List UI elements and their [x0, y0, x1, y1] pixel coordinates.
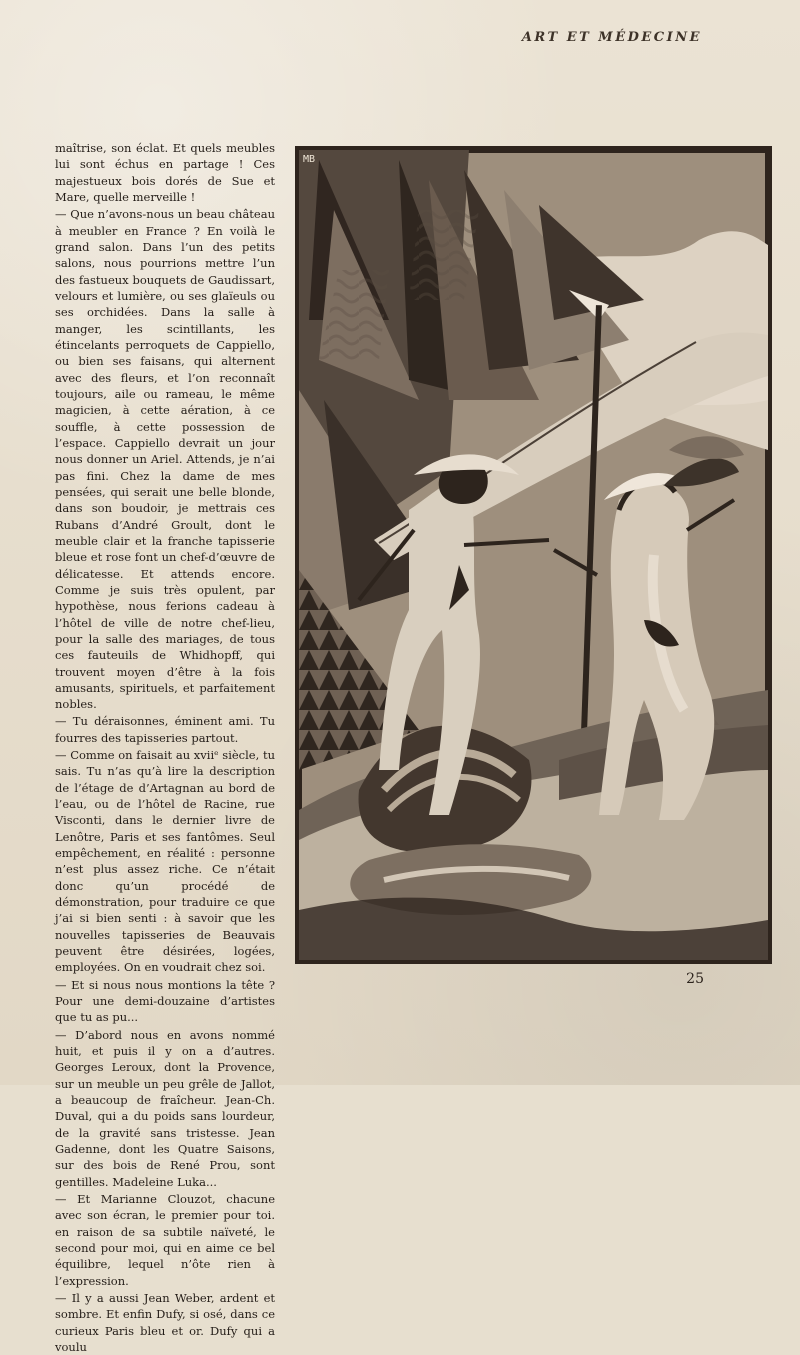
article-paragraph: — Tu déraisonnes, éminent ami. Tu fourres des tapisseries partout. — [55, 714, 275, 745]
article-paragraph: — Et Marianne Clouzot, chacune avec son écran, le premier pour toi. en raison de sa subtile naïveté, le second pour moi, qui en aime ce bel équilibre, lequel n’ôte rien à l’expression. — [55, 1192, 275, 1288]
tapestry-illustration — [295, 146, 772, 964]
article-paragraph: — Que n’avons-nous un beau château à meubler en France ? En voilà le grand salon. Dans l’un des petits salons, nous pourrions mettre l’un des fastueux bouquets de Gaudissart, velours et lumière, ou ses glaïeuls ou ses orchidées. Dans la salle à manger, les scintillants, les étincelants perroquets de Cappiello, ou bien ses faisans, qui alternent avec des fleurs, et l’on reconnaît toujours, aile ou rameau, le même magicien, à cette aération, à ce souffle, à cette possession de l’espace. Cappiello devrait un jour nous donner un Ariel. Attends, je n’ai pas fini. Chez la dame de mes pensées, qui serait une belle blonde, dans son boudoir, je mettrais ces Rubans d’André Groult, dont le meuble clair et la franche tapisserie bleue et rose font un chef-d’œuvre de délicatesse. Et attends encore. Comme je suis très opulent, par hypothèse, nous ferions cadeau à l’hôtel de ville de notre chef-lieu, pour la salle des mariages, de tous ces fauteuils de Whidhopff, qui trouvent moyen d’être à la fois amusants, spirituels, et parfaitement nobles. — [55, 207, 275, 712]
article-paragraph: — Il y a aussi Jean Weber, ardent et sombre. Et enfin Dufy, si osé, dans ce curieux Paris bleu et or. Dufy qui a voulu — [55, 1290, 275, 1354]
artist-monogram: MB — [303, 154, 316, 165]
running-header: ART ET MÉDECINE — [521, 30, 702, 45]
article-text-column — [55, 140, 275, 1354]
page-number: 25 — [686, 971, 704, 987]
article-paragraph: maîtrise, son éclat. Et quels meubles lui sont échus en partage ! Ces majestueux bois dorés de Sue et Mare, quelle merveille ! — [55, 141, 275, 204]
article-paragraph: — Et si nous nous montions la tête ? Pour une demi-douzaine d’artistes que tu as pu... — [55, 977, 275, 1025]
article-paragraph: — Comme on faisait au xviiᵉ siècle, tu sais. Tu n’as qu’à lire la description de l’étage de d’Artagnan au bord de l’eau, ou de l’hôtel de Racine, rue Visconti, dans le dernier livre de Lenôtre, Paris et ses fantômes. Seul empêchement, en réalité : personne n’est plus assez riche. Ce n’était donc qu’un procédé de démonstration, pour traduire ce que j’ai si bien senti : à savoir que les nouvelles tapisseries de Beauvais peuvent être désirées, logées, employées. On en voudrait chez soi. — [55, 748, 275, 975]
article-paragraph: — D’abord nous en avons nommé huit, et puis il y on a d’autres. Georges Leroux, dont la Provence, sur un meuble un peu grêle de Jallot, a beaucoup de fraîcheur. Jean-Ch. Duval, qui a du poids sans lourdeur, de la gravité sans tristesse. Jean Gadenne, dont les Quatre Saisons, sur des bois de René Prou, sont gentilles. Madeleine Luka... — [55, 1027, 275, 1189]
tapestry-artwork — [299, 150, 768, 960]
